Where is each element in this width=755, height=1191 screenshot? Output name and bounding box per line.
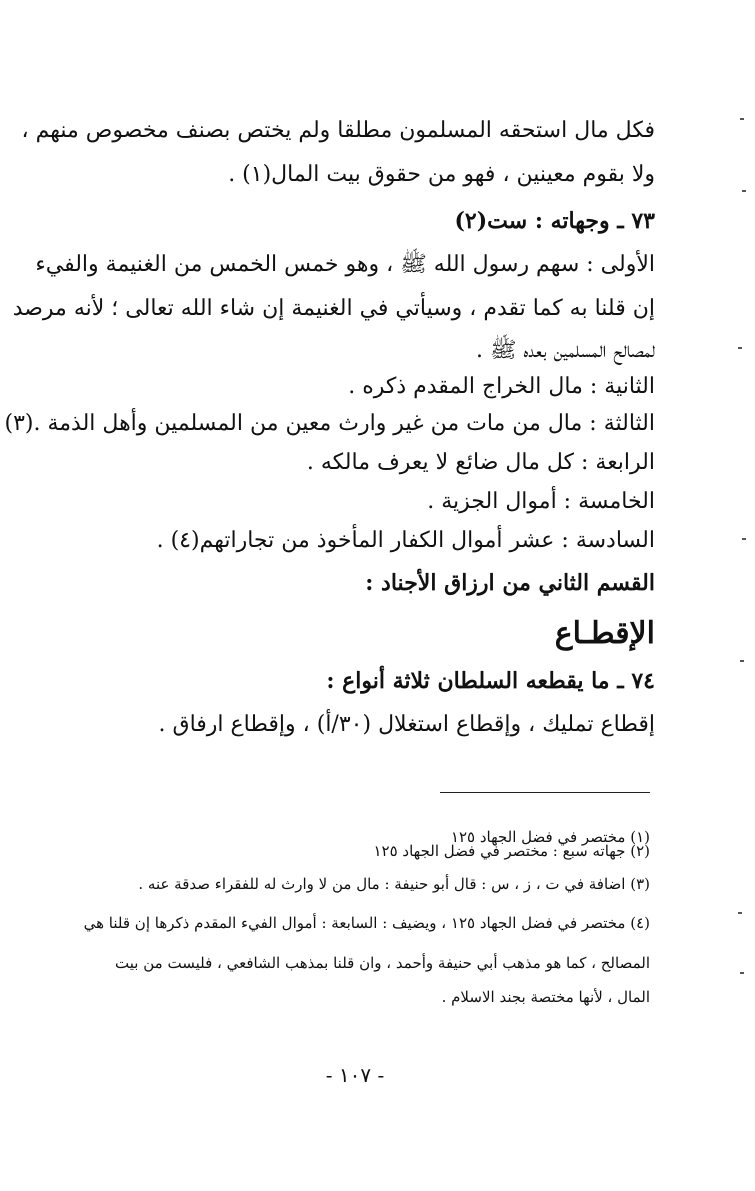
iqta-title: الإقطـاع xyxy=(554,616,655,651)
paragraph-line: إن قلنا به كما تقدم ، وسيأتي في الغنيمة إن شاء الله تعالى ؛ لأنه مرصد xyxy=(12,296,655,321)
scan-speck xyxy=(742,190,746,192)
section-74-heading: ٧٤ ـ ما يقطعه السلطان ثلاثة أنواع : xyxy=(326,668,655,694)
scan-speck xyxy=(738,347,742,349)
footnote-3: (٣) اضافة في ت ، ز ، س : قال أبو حنيفة : مال من لا وارث له للفقراء صدقة عنه . xyxy=(138,875,650,893)
footnote-4-line: المصالح ، كما هو مذهب أبي حنيفة وأحمد ، وان قلنا بمذهب الشافعي ، فليست من بيت xyxy=(115,954,650,972)
list-item-fourth: الرابعة : كل مال ضائع لا يعرف مالكه . xyxy=(306,450,655,475)
scan-speck xyxy=(740,972,744,974)
scan-speck xyxy=(740,660,744,662)
list-item-third: الثالثة : مال من مات من غير وارث معين من المسلمين وأهل الذمة .(٣) xyxy=(4,411,655,436)
scan-speck xyxy=(740,118,744,120)
paragraph-line: فكل مال استحقه المسلمون مطلقا ولم يختص بصنف مخصوص منهم ، xyxy=(21,118,655,143)
footnote-4-line: المال ، لأنها مختصة بجند الاسلام . xyxy=(441,988,650,1006)
scan-speck xyxy=(742,538,746,540)
list-item-second: الثانية : مال الخراج المقدم ذكره . xyxy=(348,374,655,399)
scan-speck xyxy=(738,912,742,914)
list-item-sixth: السادسة : عشر أموال الكفار المأخوذ من تجاراتهم(٤) . xyxy=(156,528,655,553)
part-two-heading: القسم الثاني من ارزاق الأجناد : xyxy=(365,570,655,596)
paragraph-line: ولا بقوم معينين ، فهو من حقوق بيت المال(١) . xyxy=(228,162,655,187)
paragraph-line: الأولى : سهم رسول الله ﷺ ، وهو خمس الخمس من الغنيمة والفيء xyxy=(35,252,655,277)
footnote-1: (١) مختصر في فضل الجهاد ١٢٥ xyxy=(450,828,650,846)
section-73-heading: ٧٣ ـ وجهاته : ست(٢) xyxy=(454,208,655,234)
list-item-fifth: الخامسة : أموال الجزية . xyxy=(427,489,655,514)
paragraph-line: إقطاع تمليك ، وإقطاع استغلال (٣٠/أ) ، وإقطاع ارفاق . xyxy=(158,712,655,737)
page-number: - ١٠٧ - xyxy=(325,1063,385,1087)
footnote-divider xyxy=(440,792,650,793)
paragraph-line: لمصالح المسلمين بعده ﷺ . xyxy=(475,338,655,363)
footnote-2: (٢) جهاته سبع : مختصر في فضل الجهاد ١٢٥ xyxy=(373,842,650,860)
footnote-4-line: (٤) مختصر في فضل الجهاد ١٢٥ ، ويضيف : السابعة : أموال الفيء المقدم ذكرها إن قلنا هي xyxy=(83,914,650,932)
